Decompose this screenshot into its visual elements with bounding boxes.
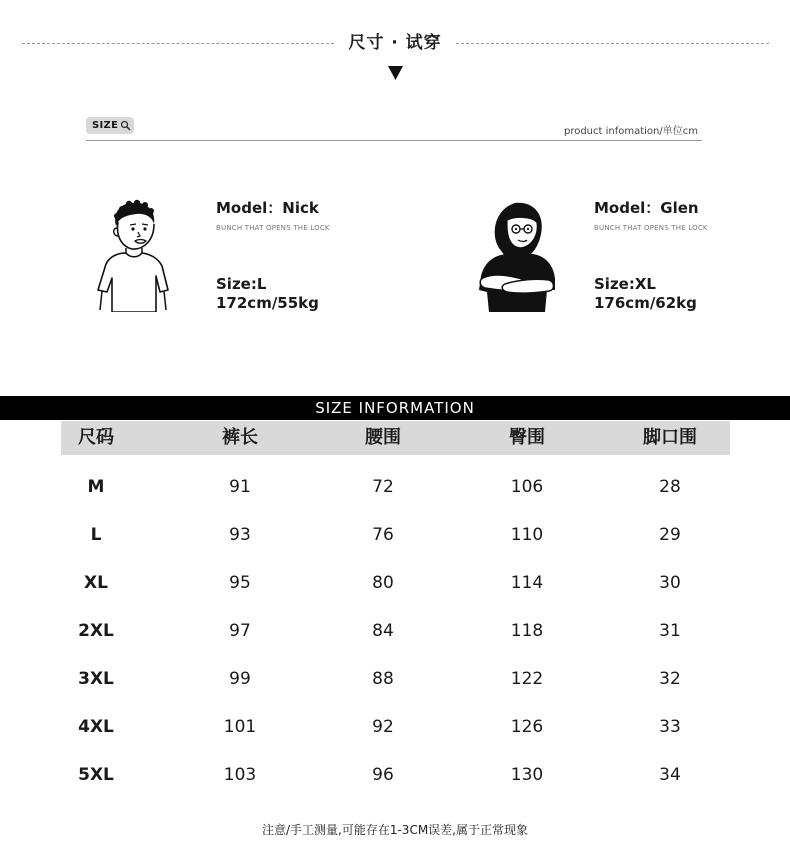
table-cell: 80 [372, 573, 394, 593]
table-cell: 34 [659, 765, 681, 785]
table-cell: 32 [659, 669, 681, 689]
model-nick-tagline: BUNCH THAT OPENS THE LOCK [216, 224, 330, 232]
header-waist: 腰围 [365, 427, 401, 448]
table-row-size: 3XL [78, 669, 114, 689]
table-cell: 84 [372, 621, 394, 641]
table-row-size: XL [84, 573, 108, 593]
table-cell: 93 [229, 525, 251, 545]
table-cell: 91 [229, 477, 251, 497]
magnifier-icon [120, 120, 131, 131]
table-cell: 126 [510, 717, 544, 737]
model-nick-name: Model：Nick [216, 199, 319, 217]
table-cell: 122 [510, 669, 544, 689]
table-cell: 30 [659, 573, 681, 593]
table-cell: 92 [372, 717, 394, 737]
model-nick-stats: 172cm/55kg [216, 294, 319, 312]
table-cell: 130 [510, 765, 544, 785]
table-cell: 101 [223, 717, 257, 737]
header-leg-opening: 脚口围 [643, 427, 697, 448]
size-badge-label: SIZE [92, 120, 119, 131]
table-cell: 110 [510, 525, 544, 545]
header-length: 裤长 [222, 427, 258, 448]
header-hip: 臀围 [509, 427, 545, 448]
header-divider-right [456, 43, 769, 44]
down-arrow-icon [388, 66, 403, 80]
table-cell: 76 [372, 525, 394, 545]
table-cell: 97 [229, 621, 251, 641]
table-cell: 114 [510, 573, 544, 593]
size-bar-divider [86, 140, 702, 141]
table-row-size: L [90, 525, 102, 545]
model-glen-tagline: BUNCH THAT OPENS THE LOCK [594, 224, 708, 232]
model-nick-illustration [92, 198, 172, 312]
size-info-banner: SIZE INFORMATION [0, 396, 790, 420]
model-glen-size: Size:XL [594, 275, 656, 293]
model-glen-illustration [475, 198, 559, 312]
table-row-size: M [87, 477, 105, 497]
section-title: 尺寸 · 试穿 [348, 33, 442, 53]
table-cell: 72 [372, 477, 394, 497]
table-cell: 29 [659, 525, 681, 545]
header-size: 尺码 [78, 427, 114, 448]
table-row-size: 4XL [78, 717, 114, 737]
table-row-size: 5XL [78, 765, 114, 785]
table-cell: 31 [659, 621, 681, 641]
table-cell: 28 [659, 477, 681, 497]
table-cell: 88 [372, 669, 394, 689]
model-glen-name: Model：Glen [594, 199, 699, 217]
measurement-note: 注意/手工测量,可能存在1-3CM误差,属于正常现象 [261, 823, 528, 837]
table-row-size: 2XL [78, 621, 114, 641]
table-cell: 103 [223, 765, 257, 785]
model-glen-stats: 176cm/62kg [594, 294, 697, 312]
header-divider-left [22, 43, 334, 44]
table-cell: 96 [372, 765, 394, 785]
table-cell: 106 [510, 477, 544, 497]
table-cell: 118 [510, 621, 544, 641]
table-cell: 33 [659, 717, 681, 737]
table-cell: 95 [229, 573, 251, 593]
table-cell: 99 [229, 669, 251, 689]
size-badge [86, 117, 134, 134]
model-nick-size: Size:L [216, 275, 267, 293]
product-info-label: product infomation/单位cm [563, 126, 698, 137]
